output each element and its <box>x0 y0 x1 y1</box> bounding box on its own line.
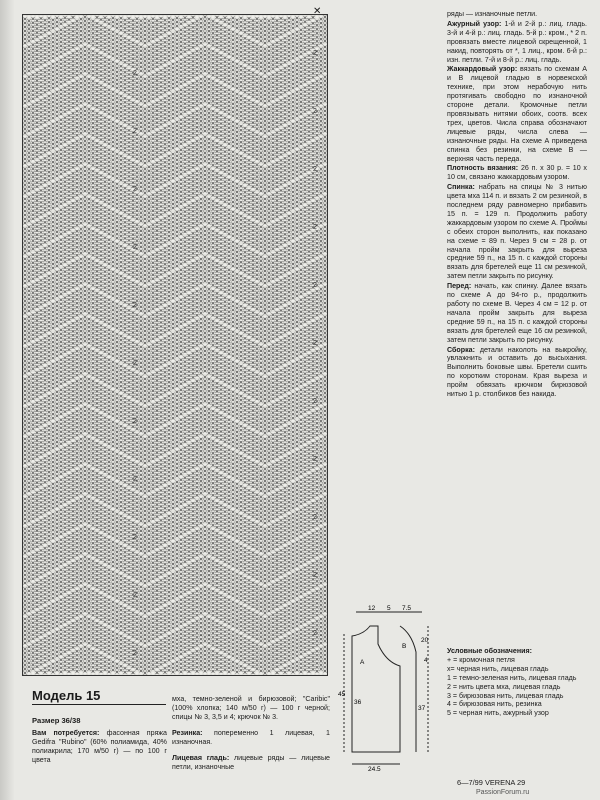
mid-col-paragraph <box>172 695 330 722</box>
instructions-middle-column <box>172 688 330 779</box>
schematic-bottom: 24.5 <box>368 766 381 773</box>
chart-cell-number: 2 <box>133 302 137 309</box>
right-col-paragraph <box>447 346 587 399</box>
mid-col-heading: Резинка: <box>172 728 203 737</box>
right-col-paragraph <box>447 65 587 163</box>
right-col-heading: Перед: <box>447 282 472 291</box>
chart-row-number: 2 <box>313 572 317 579</box>
schematic-right-upper: 20 <box>421 637 429 644</box>
chart-row-number: 2 <box>313 282 317 289</box>
chart-row-number: 2 <box>313 50 317 57</box>
schematic-top-mid: 5 <box>387 605 391 612</box>
model-title: Модель 15 <box>32 688 166 705</box>
right-col-body: 1-й и 2-й р.: лиц. гладь. 3-й и 4-й р.: лиц. гладь. 5-й р.: кром., * 2 п. провязать вместе лицевой скрещенной, 1 накид, повторять от *, 1 лиц., кром. 6-й р.: изн. петли. 7-й и 8-й р.: лиц. гладь. <box>447 19 587 64</box>
legend-item: 5 = черная нить, ажурный узор <box>447 709 549 718</box>
chart-row-number: 2 <box>313 514 317 521</box>
watermark: PassionForum.ru <box>476 789 530 796</box>
chart-cell-number: 2 <box>133 650 137 657</box>
right-col-heading: Ажурный узор: <box>447 19 502 28</box>
materials-text <box>32 729 167 765</box>
chart-row-number: 2 <box>313 224 317 231</box>
legend-item: 3 = бирюзовая нить, лицевая гладь <box>447 691 564 700</box>
chart-corner-mark: ✕ <box>313 6 322 17</box>
chart-row-number: 2 <box>313 166 317 173</box>
chart-cell-number: 2 <box>133 418 137 425</box>
right-col-heading: Сборка: <box>447 345 475 354</box>
chart-cell-number: 2 <box>133 70 137 77</box>
chart-cell-number: 2 <box>133 128 137 135</box>
schematic-mark-a: A <box>360 659 365 666</box>
right-col-body: вязать по схемам А и В лицевой гладью в норвежской технике, при этом нерабочую нить протягивать свободно по изнаночной стороне детали. Кромочные петли провязывать нитями обоих, соотв. всех трех, цветов. Числа справа обозначают лицевые ряды, числа слева — изнаночные ряды. На схеме А приведена спинка без резинки, на схеме В — верхняя часть переда. <box>447 65 587 163</box>
chart-cell-number: 2 <box>133 244 137 251</box>
chart-row-number: 2 <box>313 108 317 115</box>
materials-body: фасонная пряжа Gedifra "Rubino" (60% полиамида, 40% полиакрила; 170 м/50 г) — по 100 г цвета <box>32 729 167 764</box>
legend-item: + = кромочная петля <box>447 655 515 664</box>
right-col-paragraph <box>447 282 587 344</box>
schematic-top-right: 7.5 <box>402 605 412 612</box>
page-binding-shadow <box>0 0 14 800</box>
schematic-left-lower: 36 <box>354 699 362 706</box>
mid-col-body: мха, темно-зеленой и бирюзовой; "Caribic" (100% хлопка; 140 м/50 г) — 100 г черной; спицы № 3, 3,5 и 4; крючок № 3. <box>172 695 330 721</box>
right-col-heading: Спинка: <box>447 183 475 192</box>
mid-col-paragraph <box>172 754 330 772</box>
chart-row-number: 2 <box>313 340 317 347</box>
legend-title: Условные обозначения: <box>447 647 533 655</box>
chart-cell-number: 2 <box>133 534 137 541</box>
page-footer: 6—7/99 VERENA 29 <box>457 778 526 787</box>
mid-col-body: попеременно 1 лицевая, 1 изнаночная. <box>172 728 330 746</box>
chart-row-number: 2 <box>313 456 317 463</box>
legend-item: 4 = бирюзовая нить, резинка <box>447 700 542 709</box>
right-col-body: ряды — изнаночные петли. <box>447 10 538 18</box>
mid-col-heading: Лицевая гладь: <box>172 753 230 762</box>
mid-col-body: лицевые ряды — лицевые петли, изнаночные <box>172 753 330 771</box>
schematic-top: 12 <box>368 605 376 612</box>
chart-cell-number: 2 <box>133 592 137 599</box>
right-col-heading: Плотность вязания: <box>447 164 519 173</box>
mid-col-paragraph <box>172 729 330 747</box>
chart-row-number: 2 <box>313 398 317 405</box>
jacquard-chart <box>22 14 328 676</box>
legend-item: x= черная нить, лицевая гладь <box>447 664 549 673</box>
chart-cell-number: 2 <box>133 476 137 483</box>
right-col-paragraph <box>447 10 587 19</box>
right-col-body: начать, как спинку. Далее вязать по схеме А до 94-го р., продолжить работу по схеме В. Через 4 см = 12 р. от начала пройм закрыть для выреза средние 59 п., на 15 п. с каждой стороны вязать для бретелей еще 16 см резинкой, затем петли закрыть по рисунку. <box>447 282 587 344</box>
schematic-left-total: 45 <box>338 691 346 698</box>
legend-item: 1 = темно-зеленая нить, лицевая гладь <box>447 673 577 682</box>
right-col-body: 26 п. х 30 р. = 10 х 10 см, связано жаккардовым узором. <box>447 164 587 182</box>
instructions-right-column <box>447 10 587 400</box>
right-col-paragraph <box>447 20 587 65</box>
schematic-drawing <box>338 604 438 774</box>
chart-cell-number: 2 <box>133 360 137 367</box>
size-label: Размер 36/38 <box>32 716 81 725</box>
materials-head: Вам потребуется: <box>32 729 100 737</box>
chart-row-number: 2 <box>313 630 317 637</box>
chart-cell-number: 2 <box>133 186 137 193</box>
schematic-right-mid: 4 <box>424 657 428 664</box>
right-col-body: набрать на спицы № 3 нитью цвета мха 114 п. и вязать 2 см резинкой, в последнем ряду равномерно прибавить 15 п. = 129 п. Продолжить работу жаккардовым узором по схеме А. Проймы с обеих сторон выполнить, как показано на схеме = 89 п. Через 9 см = 28 р. от начала пройм закрыть для выреза средние 59 п., на 15 п. с каждой стороны вязать для бретелей еще 11 см резинкой, затем петли закрыть по рисунку. <box>447 183 587 281</box>
right-col-heading: Жаккардовый узор: <box>447 65 518 74</box>
right-col-body: детали наколоть на выкройку, увлажнить и оставить до высыхания. Выполнить боковые швы. Бретели сшить по коротким сторонам. Края выреза и пройм обвязать крючком бирюзовой нитью 1 р. столбиков без накида. <box>447 345 587 399</box>
jacquard-chart-grid <box>23 15 327 675</box>
right-col-paragraph <box>447 164 587 182</box>
schematic-mark-b: B <box>402 643 407 650</box>
schematic-right-lower: 37 <box>418 705 426 712</box>
legend <box>447 647 587 718</box>
right-col-paragraph <box>447 183 587 281</box>
garment-schematic <box>338 604 438 774</box>
legend-item: 2 = нить цвета мха, лицевая гладь <box>447 682 561 691</box>
